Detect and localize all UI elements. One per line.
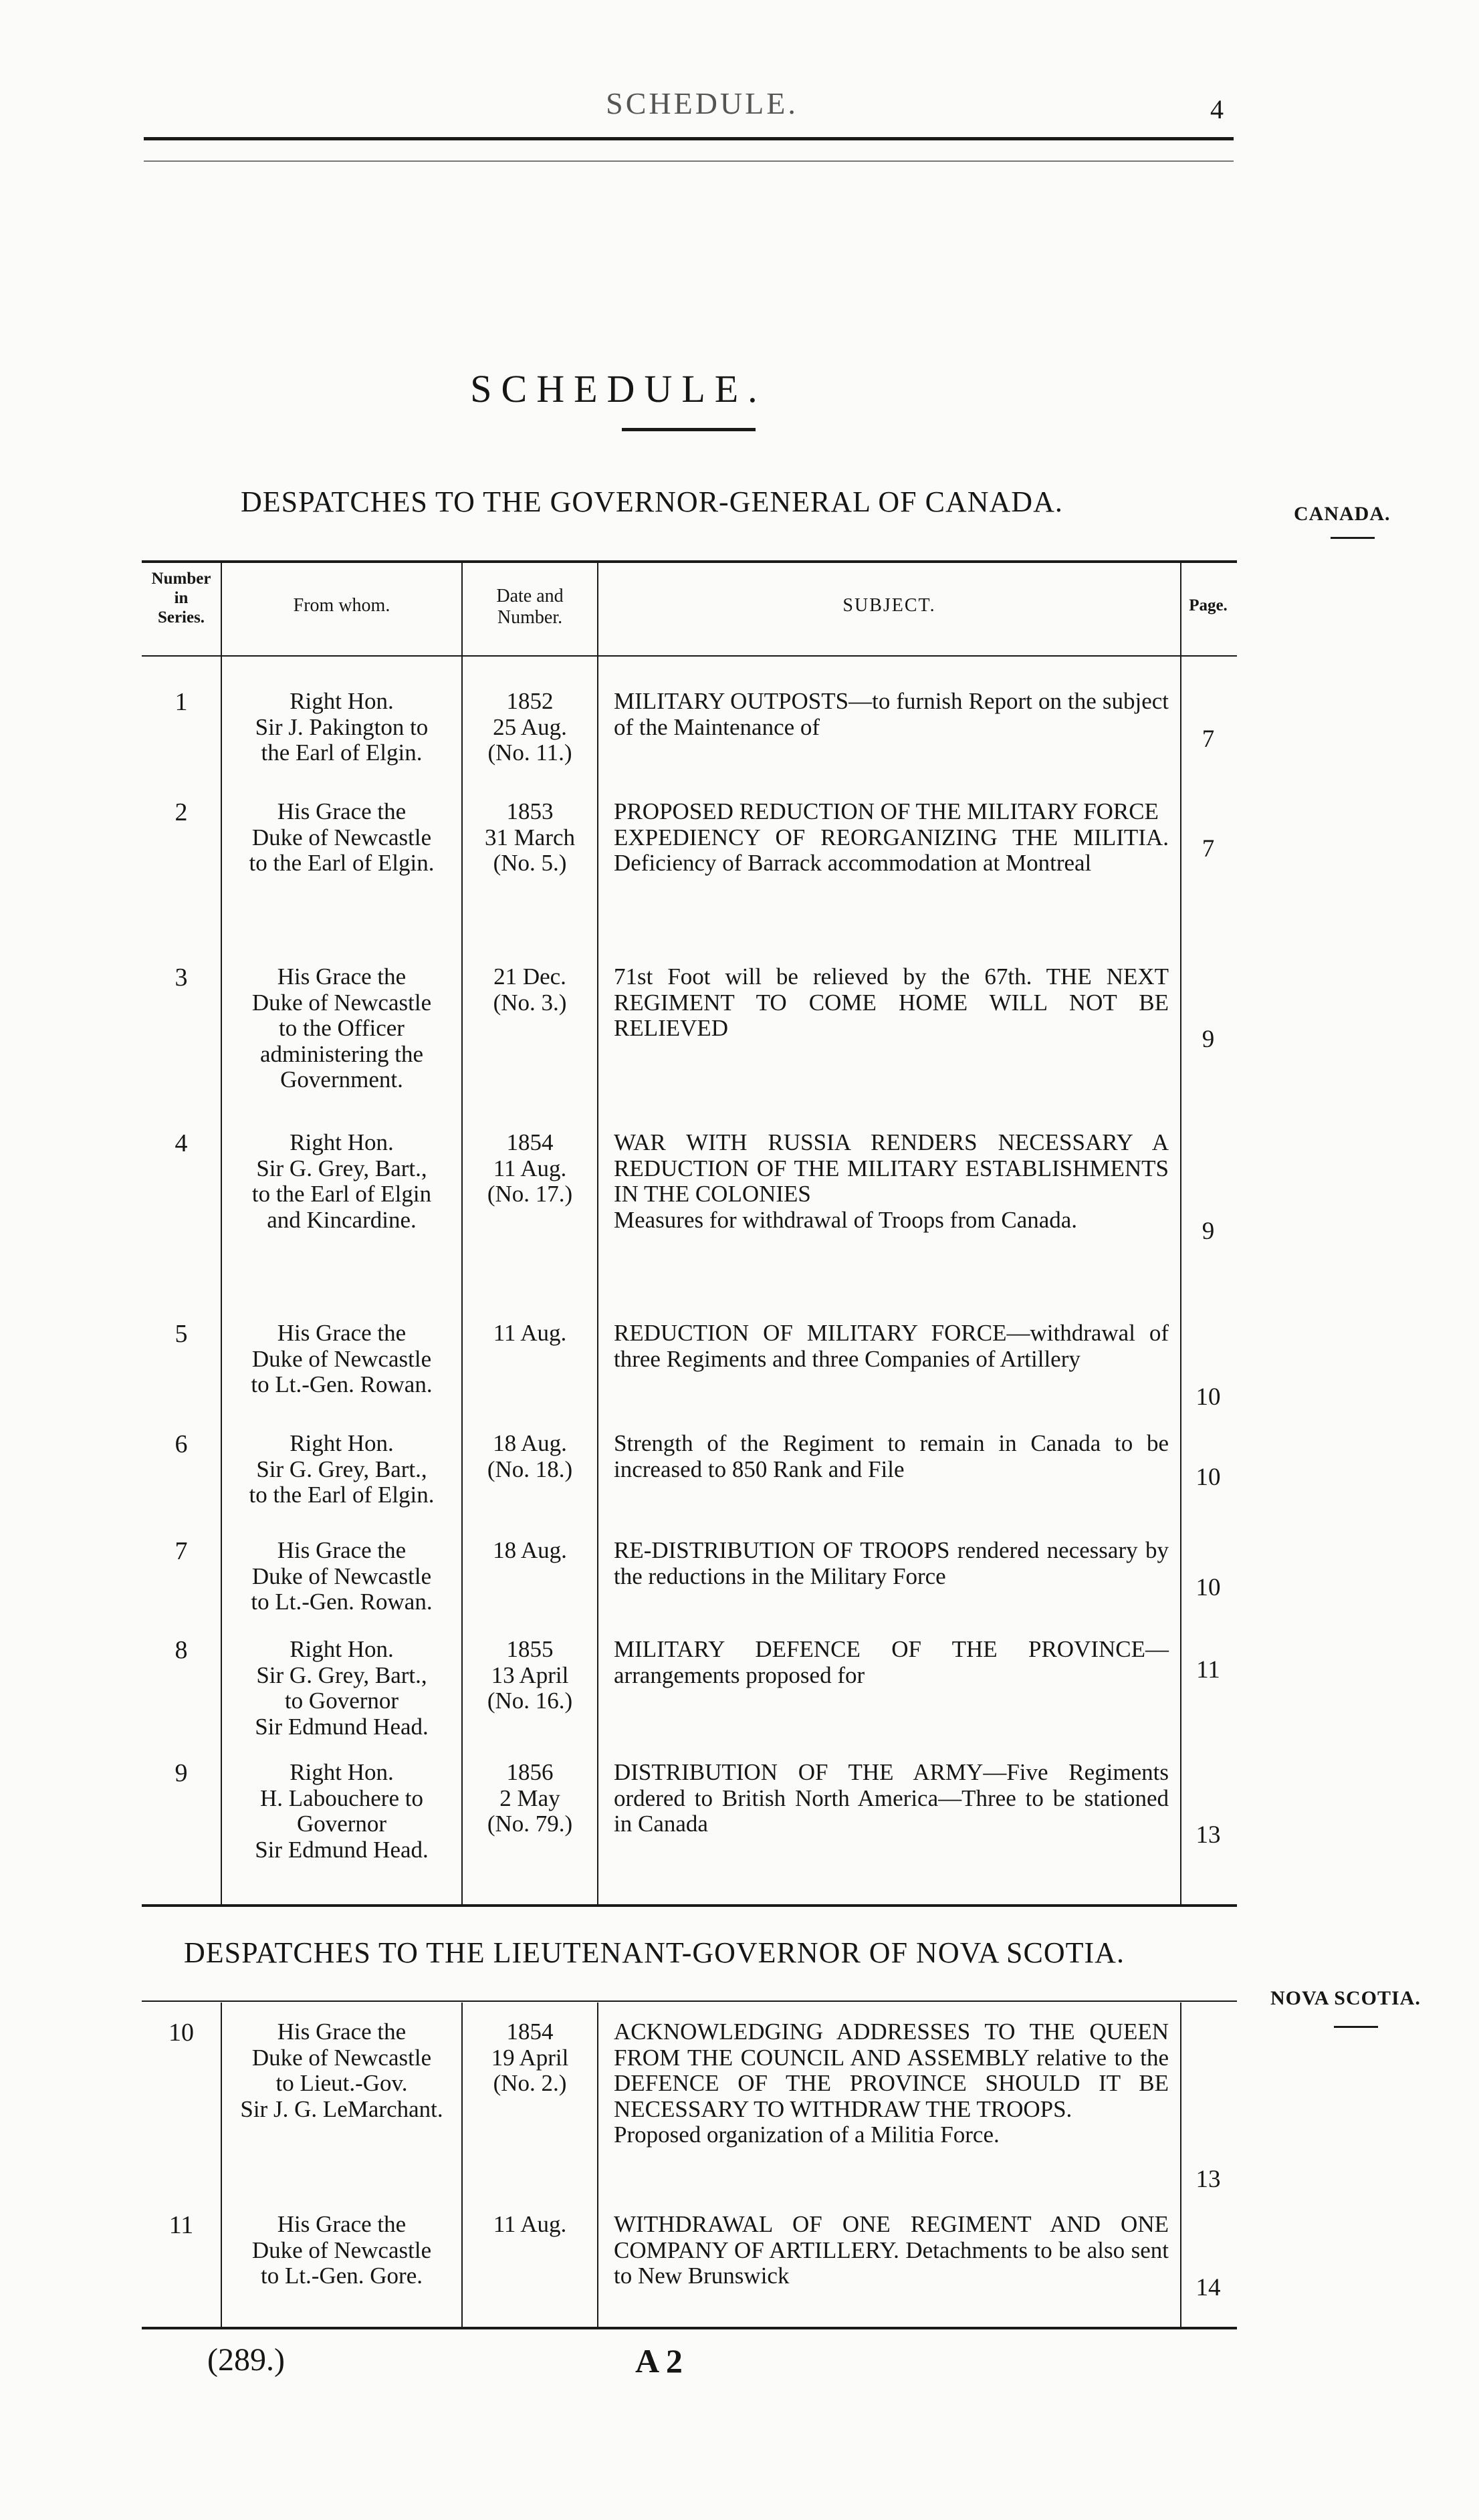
row-from: His Grace the Duke of Newcastle to Lieut.-Gov. Sir J. G. LeMarchant. xyxy=(240,2019,443,2122)
row-date: 1855 13 April (No. 16.) xyxy=(487,1636,573,1714)
row-date: 18 Aug. (No. 18.) xyxy=(487,1430,573,1482)
row-from: His Grace the Duke of Newcastle to the Earl of Elgin. xyxy=(249,798,435,876)
top-rule xyxy=(144,137,1234,140)
footer-signature-mark: A 2 xyxy=(635,2342,683,2380)
row-subject: MILITARY DEFENCE OF THE PROVINCE—arrangements proposed for xyxy=(614,1636,1169,1688)
row-date: 1854 11 Aug. (No. 17.) xyxy=(487,1129,573,1207)
row-subject: REDUCTION OF MILITARY FORCE—withdrawal of three Regiments and three Companies of Artillery xyxy=(614,1320,1169,1372)
row-date: 1852 25 Aug. (No. 11.) xyxy=(487,688,572,766)
row-subject: 71st Foot will be relieved by the 67th. THE NEXT REGIMENT TO COME HOME WILL NOT BE RELIEVED xyxy=(614,963,1169,1041)
page-title: SCHEDULE. xyxy=(470,367,767,411)
row-from: His Grace the Duke of Newcastle to the Officer administering the Government. xyxy=(251,963,432,1093)
row-page: 10 xyxy=(1196,1574,1221,1601)
table-top-rule xyxy=(142,560,1237,563)
row-date: 11 Aug. xyxy=(493,1320,567,1346)
page-number: 4 xyxy=(1210,94,1224,124)
col-header-from: From whom. xyxy=(293,595,390,616)
row-subject: WITHDRAWAL OF ONE REGIMENT AND ONE COMPANY OF ARTILLERY. Detachments to be also sent to New Brunswick xyxy=(614,2211,1169,2289)
side-label-canada-underline xyxy=(1331,537,1375,539)
row-from: Right Hon. Sir G. Grey, Bart., to the Earl of Elgin. xyxy=(249,1430,435,1508)
side-label-nova-scotia: NOVA SCOTIA. xyxy=(1270,1987,1421,2009)
footer-print-number: (289.) xyxy=(207,2342,285,2378)
side-label-canada: CANADA. xyxy=(1294,503,1391,525)
row-number: 8 xyxy=(175,1636,188,1664)
row-from: His Grace the Duke of Newcastle to Lt.-Gen. Rowan. xyxy=(251,1320,433,1397)
running-head: SCHEDULE. xyxy=(606,86,798,120)
row-subject: RE-DISTRIBUTION OF TROOPS rendered necessary by the reductions in the Military Force xyxy=(614,1537,1169,1589)
row-page: 7 xyxy=(1202,725,1215,753)
row-page: 13 xyxy=(1196,2166,1221,2193)
section-heading-canada: DESPATCHES TO THE GOVERNOR-GENERAL OF CANADA. xyxy=(241,485,1063,518)
row-page: 13 xyxy=(1196,1821,1221,1849)
row-date: 18 Aug. xyxy=(493,1537,567,1563)
table-bottom-rule-2 xyxy=(142,2327,1237,2329)
row-from: Right Hon. H. Labouchere to Governor Sir Edmund Head. xyxy=(255,1759,429,1863)
row-number: 6 xyxy=(175,1430,188,1458)
row-date: 21 Dec. (No. 3.) xyxy=(493,963,567,1016)
row-from: Right Hon. Sir J. Pakington to the Earl of Elgin. xyxy=(255,688,429,766)
row-page: 10 xyxy=(1196,1464,1221,1491)
row-page: 10 xyxy=(1196,1383,1221,1411)
col-header-subject: SUBJECT. xyxy=(842,595,936,616)
row-number: 2 xyxy=(175,798,188,826)
row-date: 1853 31 March (No. 5.) xyxy=(484,798,576,876)
col-divider-3 xyxy=(597,560,598,1904)
col-header-page: Page. xyxy=(1189,596,1228,614)
row-subject: ACKNOWLEDGING ADDRESSES TO THE QUEEN FROM THE COUNCIL AND ASSEMBLY relative to the DEFENCE OF THE PROVINCE SHOULD IT BE NECESSARY TO WITHDRAW THE TROOPS. Proposed organization of a Militia Force. xyxy=(614,2019,1169,2148)
row-subject: Strength of the Regiment to remain in Canada to be increased to 850 Rank and File xyxy=(614,1430,1169,1482)
row-from: Right Hon. Sir G. Grey, Bart., to the Earl of Elgin and Kincardine. xyxy=(251,1129,432,1233)
row-number: 4 xyxy=(175,1129,188,1157)
row-from: His Grace the Duke of Newcastle to Lt.-Gen. Rowan. xyxy=(251,1537,433,1615)
row-subject: PROPOSED REDUCTION OF THE MILITARY FORCE EXPEDIENCY OF REORGANIZING THE MILITIA. Deficiency of Barrack accommodation at Montreal xyxy=(614,798,1169,876)
top-rule-thin xyxy=(144,160,1234,162)
row-page: 14 xyxy=(1196,2274,1221,2301)
row-subject: DISTRIBUTION OF THE ARMY—Five Regiments ordered to British North America—Three to be stationed in Canada xyxy=(614,1759,1169,1837)
row-number: 9 xyxy=(175,1759,188,1787)
row-date: 1854 19 April (No. 2.) xyxy=(491,2019,569,2096)
col-header-number: Number in Series. xyxy=(151,570,211,626)
row-subject: WAR WITH RUSSIA RENDERS NECESSARY A REDUCTION OF THE MILITARY ESTABLISHMENTS IN THE COLONIES Measures for withdrawal of Troops from Canada. xyxy=(614,1129,1169,1233)
row-number: 7 xyxy=(175,1537,188,1565)
row-date: 11 Aug. xyxy=(493,2211,567,2237)
table-bottom-rule-1 xyxy=(142,1904,1237,1907)
row-date: 1856 2 May (No. 79.) xyxy=(487,1759,573,1837)
row-number: 1 xyxy=(175,688,188,716)
row-from: His Grace the Duke of Newcastle to Lt.-Gen. Gore. xyxy=(251,2211,432,2289)
header-bottom-rule xyxy=(142,655,1237,657)
col-header-date: Date and Number. xyxy=(496,586,564,628)
row-number: 3 xyxy=(175,963,188,992)
table-top-rule-2 xyxy=(142,2000,1237,2002)
side-label-nova-scotia-underline xyxy=(1334,2026,1378,2028)
row-number: 11 xyxy=(168,2211,194,2239)
row-page: 9 xyxy=(1202,1026,1215,1053)
row-from: Right Hon. Sir G. Grey, Bart., to Governor Sir Edmund Head. xyxy=(255,1636,429,1740)
section-heading-nova-scotia: DESPATCHES TO THE LIEUTENANT-GOVERNOR OF NOVA SCOTIA. xyxy=(184,1936,1125,1969)
row-number: 10 xyxy=(168,2019,194,2047)
row-page: 9 xyxy=(1202,1218,1215,1245)
row-page: 11 xyxy=(1196,1656,1220,1684)
row-subject: MILITARY OUTPOSTS—to furnish Report on the subject of the Maintenance of xyxy=(614,688,1169,740)
title-underline xyxy=(622,428,756,431)
row-number: 5 xyxy=(175,1320,188,1348)
row-page: 7 xyxy=(1202,835,1215,863)
col-divider-3b xyxy=(597,2002,598,2327)
